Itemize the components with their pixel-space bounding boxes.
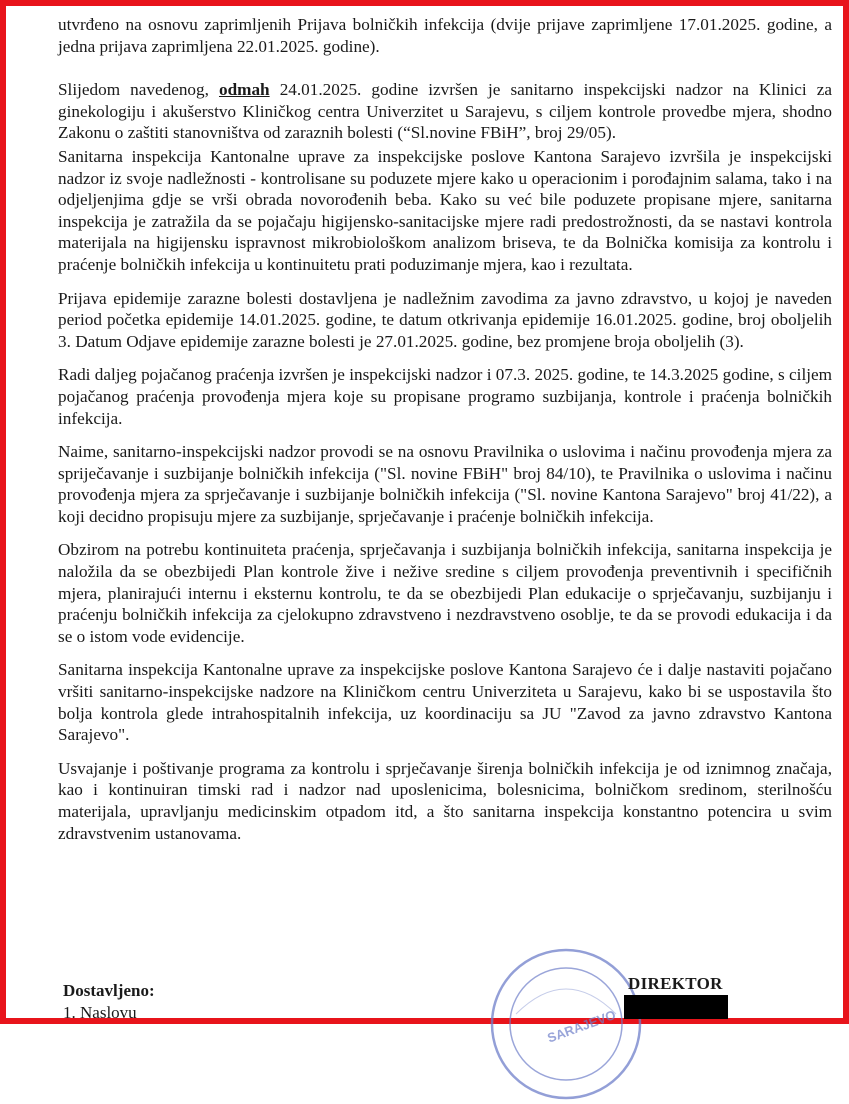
paragraph-epidemic-report: Prijava epidemije zarazne bolesti dostavljena je nadležnim zavodima za javno zdravstvo, u kojoj je naveden period početka epidemije 14.01.2025. godine, te datum otkrivanja epidemije 16.01.2025. godine, broj oboljelih 3. Datum Odjave epidemije zarazne bolesti je 27.01.2025. godine, bez promjene broja oboljelih (3). [58,288,832,351]
distribution-item: 1. Naslovu [63,1003,137,1022]
paragraph-regulations: Naime, sanitarno-inspekcijski nadzor provodi se na osnovu Pravilnika o uslovima i načinu provođenja mjera za spriječavanje i suzbijanje bolničkih infekcija ("Sl. novine FBiH" broj 84/10), te Pravilnika o uslovima i načinu provođenja mjera za sprječavanje i suzbijanje bolničkih infekcija ("Sl. novine Kantona Sarajevo" broj 41/22), a koji decidno propisuju mjere za suzbijanje, sprječavanje i praćenje bolničkih infekcija. [58,442,832,526]
signatory-title: DIREKTOR [628,974,723,993]
emphasis-odmah: odmah [218,80,270,100]
paragraph-sanitary-inspection: Sanitarna inspekcija Kantonalne uprave za inspekcijske poslove Kantona Sarajevo izvršila je inspekcijski nadzor iz svoje nadležnosti - kontrolisane su poduzete mjere kako u operacionim i porođajnim salama, tako i na odjeljenjima gdje se vrši obrada novorođenih beba. Kako su već bile poduzete propisane mjere, sanitarna inspekcija je zatražila da se pojačaju higijensko-sanitacijske mjere radi predostrožnosti, da se nastavi kontrola materijala na higijensku ispravnost mikrobiološkom analizom briseva, te da Bolnička komisija za kontrolu i praćenje bolničkih infekcija u kontinuitetu prati poduzimanje mjera, kao i rezultata. [58,146,832,274]
paragraph-plan-control: Obzirom na potrebu kontinuiteta praćenja, sprječavanja i suzbijanja bolničkih infekcija, sanitarna inspekcija je naložila da se obezbijedi Plan kontrole žive i nežive sredine s ciljem provođenja preventivnih i specifičnih mjera, planirajući internu i eksternu kontrolu, te da se obezbijedi Plan edukacije o sprječavanju, suzbijanju i praćenju bolničkih infekcija za cjelokupno zdravstveno i nezdravstveno osoblje, te da se provodi edukacija i da se o istom vode evidencije. [58,540,832,646]
distribution-heading: Dostavljeno: [63,981,155,1000]
paragraph-text: Slijedom navedenog, [58,80,219,100]
official-stamp [486,944,646,1104]
paragraph-continuation: utvrđeno na osnovu zaprimljenih Prijava bolničkih infekcija (dvije prijave zaprimljene 17.01.2025. godine, a jedna prijava zaprimljena 22.01.2025. godine). [58,15,832,56]
document-body [58,14,832,856]
paragraph-program-adoption: Usvajanje i poštivanje programa za kontrolu i sprječavanje širenja bolničkih infekcija je od iznimnog značaja, kao i kontinuiran timski rad i nadzor nad uposlenicima, bolesnicima, bolničkom sredinom, sterilnošću materijala, upravljanju medicinskim otpadom itd, a što sanitarna inspekcija konstantno potencira u svim zdravstvenim ustanovama. [58,758,832,843]
paragraph-continued-oversight: Sanitarna inspekcija Kantonalne uprave za inspekcijske poslove Kantona Sarajevo će i dalje nastaviti pojačano vršiti sanitarno-inspekcijske nadzore na Kliničkom centru Univerziteta u Sarajevu, kako bi se uspostavila što bolja kontrola glede intrahospitalnih infekcija, uz koordinaciju sa JU "Zavod za javno zdravstvo Kantona Sarajevo". [58,660,832,745]
distribution-list [63,980,155,1024]
stamp-text: SARAJEVO [545,1007,618,1046]
paragraph-follow-up: Radi daljeg pojačanog praćenja izvršen je inspekcijski nadzor i 07.3. 2025. godine, te 14.3.2025 godine, s ciljem pojačanog praćenja provođenja mjera koje su propisane programo suzbijanja, kontrole i praćenja bolničkih infekcija. [58,365,832,428]
paragraph-inspection-immediate [58,79,832,144]
redaction-bar [624,995,728,1019]
paragraph-text: 24.01.2025. godine izvršen je sanitarno inspekcijski nadzor na Klinici za ginekologiju i akušerstvo Kliničkog centra Univerzitet u Sarajevu, s ciljem kontrole provedbe mjera, shodno Zakonu o zaštiti stanovništva od zaraznih bolesti (“Sl.novine FBiH”, broj 29/05). [58,80,832,143]
